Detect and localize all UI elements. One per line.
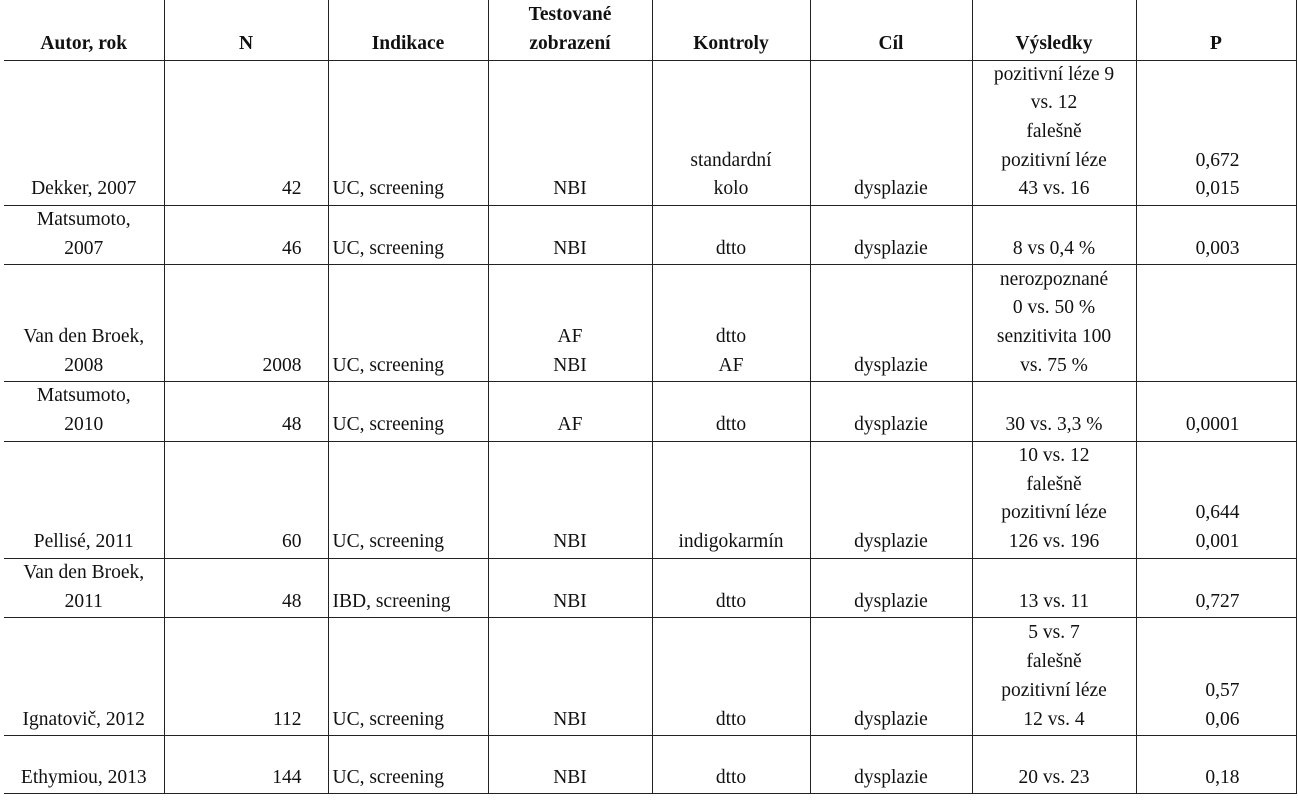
cell-indication: UC, screening — [328, 736, 488, 794]
cell-tested-imaging: AF — [488, 382, 652, 441]
cell-author: Dekker, 2007 — [4, 60, 164, 206]
header-indication: Indikace — [328, 0, 488, 60]
cell-author: Van den Broek, 2008 — [4, 265, 164, 382]
cell-tested-imaging: AF NBI — [488, 265, 652, 382]
cell-indication: UC, screening — [328, 382, 488, 441]
table-row — [4, 558, 1296, 617]
cell-results: 20 vs. 23 — [972, 736, 1136, 794]
cell-indication: UC, screening — [328, 441, 488, 558]
cell-controls: dtto — [652, 618, 810, 736]
cell-p: 0,672 0,015 — [1136, 60, 1296, 206]
cell-n: 144 — [164, 736, 328, 794]
cell-results: 8 vs 0,4 % — [972, 206, 1136, 265]
cell-results: nerozpoznané 0 vs. 50 % senzitivita 100 vs. 75 % — [972, 265, 1136, 382]
cell-controls: standardní kolo — [652, 60, 810, 206]
cell-tested-imaging: NBI — [488, 618, 652, 736]
cell-p: 0,0001 — [1136, 382, 1296, 441]
cell-tested-imaging: NBI — [488, 441, 652, 558]
header-p: P — [1136, 0, 1296, 60]
header-author: Autor, rok — [4, 0, 164, 60]
cell-goal: dysplazie — [810, 441, 972, 558]
cell-p: 0,003 — [1136, 206, 1296, 265]
cell-results: 5 vs. 7 falešně pozitivní léze 12 vs. 4 — [972, 618, 1136, 736]
cell-author: Matsumoto, 2010 — [4, 382, 164, 441]
cell-p: 0,644 0,001 — [1136, 441, 1296, 558]
cell-n: 60 — [164, 441, 328, 558]
header-n: N — [164, 0, 328, 60]
header-tested-imaging: Testované zobrazení — [488, 0, 652, 60]
cell-controls: dtto — [652, 558, 810, 617]
cell-results: 10 vs. 12 falešně pozitivní léze 126 vs. 196 — [972, 441, 1136, 558]
table-row — [4, 736, 1296, 794]
cell-author: Pellisé, 2011 — [4, 441, 164, 558]
cell-p: 0,727 — [1136, 558, 1296, 617]
header-controls: Kontroly — [652, 0, 810, 60]
cell-results: 13 vs. 11 — [972, 558, 1136, 617]
cell-author: Ignatovič, 2012 — [4, 618, 164, 736]
header-results: Výsledky — [972, 0, 1136, 60]
cell-n: 2008 — [164, 265, 328, 382]
table-row — [4, 382, 1296, 441]
cell-n: 48 — [164, 558, 328, 617]
table-row — [4, 206, 1296, 265]
cell-n: 112 — [164, 618, 328, 736]
cell-tested-imaging: NBI — [488, 206, 652, 265]
header-goal: Cíl — [810, 0, 972, 60]
cell-indication: IBD, screening — [328, 558, 488, 617]
cell-controls: dtto — [652, 382, 810, 441]
cell-indication: UC, screening — [328, 618, 488, 736]
cell-author: Matsumoto, 2007 — [4, 206, 164, 265]
cell-results: pozitivní léze 9 vs. 12 falešně pozitivní léze 43 vs. 16 — [972, 60, 1136, 206]
table-row — [4, 265, 1296, 382]
cell-controls: dtto AF — [652, 265, 810, 382]
cell-goal: dysplazie — [810, 206, 972, 265]
cell-goal: dysplazie — [810, 618, 972, 736]
cell-n: 42 — [164, 60, 328, 206]
cell-goal: dysplazie — [810, 558, 972, 617]
table-header-row — [4, 0, 1296, 60]
cell-controls: indigokarmín — [652, 441, 810, 558]
cell-author: Ethymiou, 2013 — [4, 736, 164, 794]
cell-indication: UC, screening — [328, 206, 488, 265]
cell-goal: dysplazie — [810, 265, 972, 382]
cell-p — [1136, 265, 1296, 382]
cell-controls: dtto — [652, 736, 810, 794]
cell-tested-imaging: NBI — [488, 558, 652, 617]
cell-goal: dysplazie — [810, 736, 972, 794]
cell-indication: UC, screening — [328, 60, 488, 206]
table-row — [4, 60, 1296, 206]
cell-tested-imaging: NBI — [488, 736, 652, 794]
cell-goal: dysplazie — [810, 382, 972, 441]
cell-p: 0,57 0,06 — [1136, 618, 1296, 736]
cell-p: 0,18 — [1136, 736, 1296, 794]
cell-author: Van den Broek, 2011 — [4, 558, 164, 617]
cell-goal: dysplazie — [810, 60, 972, 206]
table-row — [4, 618, 1296, 736]
table-row — [4, 441, 1296, 558]
cell-tested-imaging: NBI — [488, 60, 652, 206]
cell-controls: dtto — [652, 206, 810, 265]
studies-table — [4, 0, 1297, 794]
cell-indication: UC, screening — [328, 265, 488, 382]
cell-results: 30 vs. 3,3 % — [972, 382, 1136, 441]
cell-n: 46 — [164, 206, 328, 265]
cell-n: 48 — [164, 382, 328, 441]
